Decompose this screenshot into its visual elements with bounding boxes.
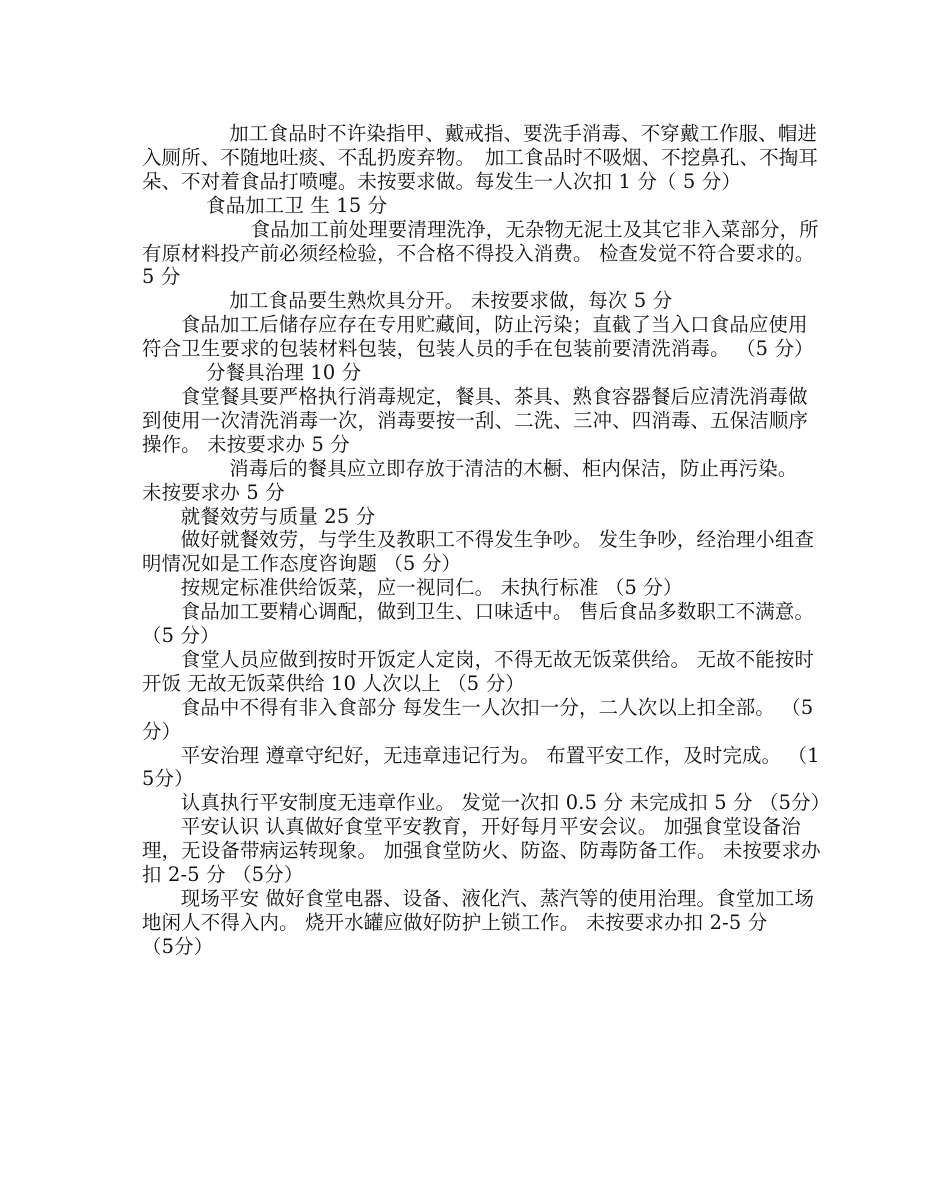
paragraph-food-taste: 食品加工要精心调配，做到卫生、口味适中。 售后食品多数职工不满意。 （5 分） (142, 600, 815, 648)
paragraph-meal-standard: 按规定标准供给饭菜，应一视同仁。 未执行标准 （5 分） (180, 576, 683, 600)
paragraph-service-attitude: 做好就餐效劳，与学生及教职工不得发生争吵。 发生争吵，经治理小组查明情况如是工作态度咨询题 （5 分） (142, 528, 815, 576)
paragraph-safety-rules: 认真执行平安制度无违章作业。 发觉一次扣 0.5 分 未完成扣 5 分 （5分） (180, 791, 831, 815)
paragraph-raw-cooked-separation: 加工食品要生熟炊具分开。 未按要求做，每次 5 分 (229, 289, 673, 313)
paragraph-pre-processing: 食品加工前处理要清理洗净，无杂物无泥土及其它非入菜部分，所有原材料投产前必须经检验，不合格不得投入消费。 检查发觉不符合要求的。 5 分 (142, 217, 819, 289)
paragraph-safety-management: 平安治理 遵章守纪好，无违章违记行为。 布置平安工作，及时完成。 （15分） (142, 743, 820, 791)
paragraph-tableware-disinfection: 食堂餐具要严格执行消毒规定，餐具、茶具、熟食容器餐后应清洗消毒做到使用一次清洗消毒一次，消毒要按一刮、二洗、三冲、四消毒、五保洁顺序操作。 未按要求办 5 分 (142, 384, 809, 456)
paragraph-foreign-matter: 食品中不得有非入食部分 每发生一人次扣一分，二人次以上扣全部。 （5 分） (142, 695, 814, 743)
paragraph-tableware-storage: 消毒后的餐具应立即存放于清洁的木橱、柜内保洁，防止再污染。 未按要求办 5 分 (142, 456, 798, 504)
paragraph-site-safety: 现场平安 做好食堂电器、设备、液化汽、蒸汽等的使用治理。食堂加工场地闲人不得入内。 烧开水罐应做好防护上锁工作。 未按要求办扣 2-5 分 （5分） (142, 887, 827, 958)
paragraph-hygiene-rules: 加工食品时不许染指甲、戴戒指、要洗手消毒、不穿戴工作服、帽进入厕所、不随地吐痰、不乱扔废弃物。 加工食品时不吸烟、不挖鼻孔、不掏耳朵、不对着食品打喷嚏。未按要求做。每发生一人次扣 1 分（ 5 分） (142, 122, 818, 193)
heading-tableware-management: 分餐具治理 10 分 (206, 361, 362, 385)
paragraph-meal-schedule: 食堂人员应做到按时开饭定人定岗，不得无故无饭菜供给。 无故不能按时开饭 无故无饭菜供给 10 人次以上 （5 分） (142, 647, 815, 695)
paragraph-storage: 食品加工后储存应存在专用贮藏间，防止污染；直截了当入口食品应使用符合卫生要求的包装材料包装，包装人员的手在包装前要清洗消毒。 （5 分） (142, 313, 814, 361)
paragraph-safety-awareness: 平安认识 认真做好食堂平安教育，开好每月平安会议。 加强食堂设备治理，无设备带病运转现象。 加强食堂防火、防盗、防毒防备工作。 未按要求办扣 2-5 分 （5分） (142, 815, 821, 887)
document-body (142, 122, 831, 959)
heading-dining-service: 就餐效劳与质量 25 分 (180, 504, 376, 528)
heading-food-processing-hygiene: 食品加工卫 生 15 分 (206, 193, 388, 217)
